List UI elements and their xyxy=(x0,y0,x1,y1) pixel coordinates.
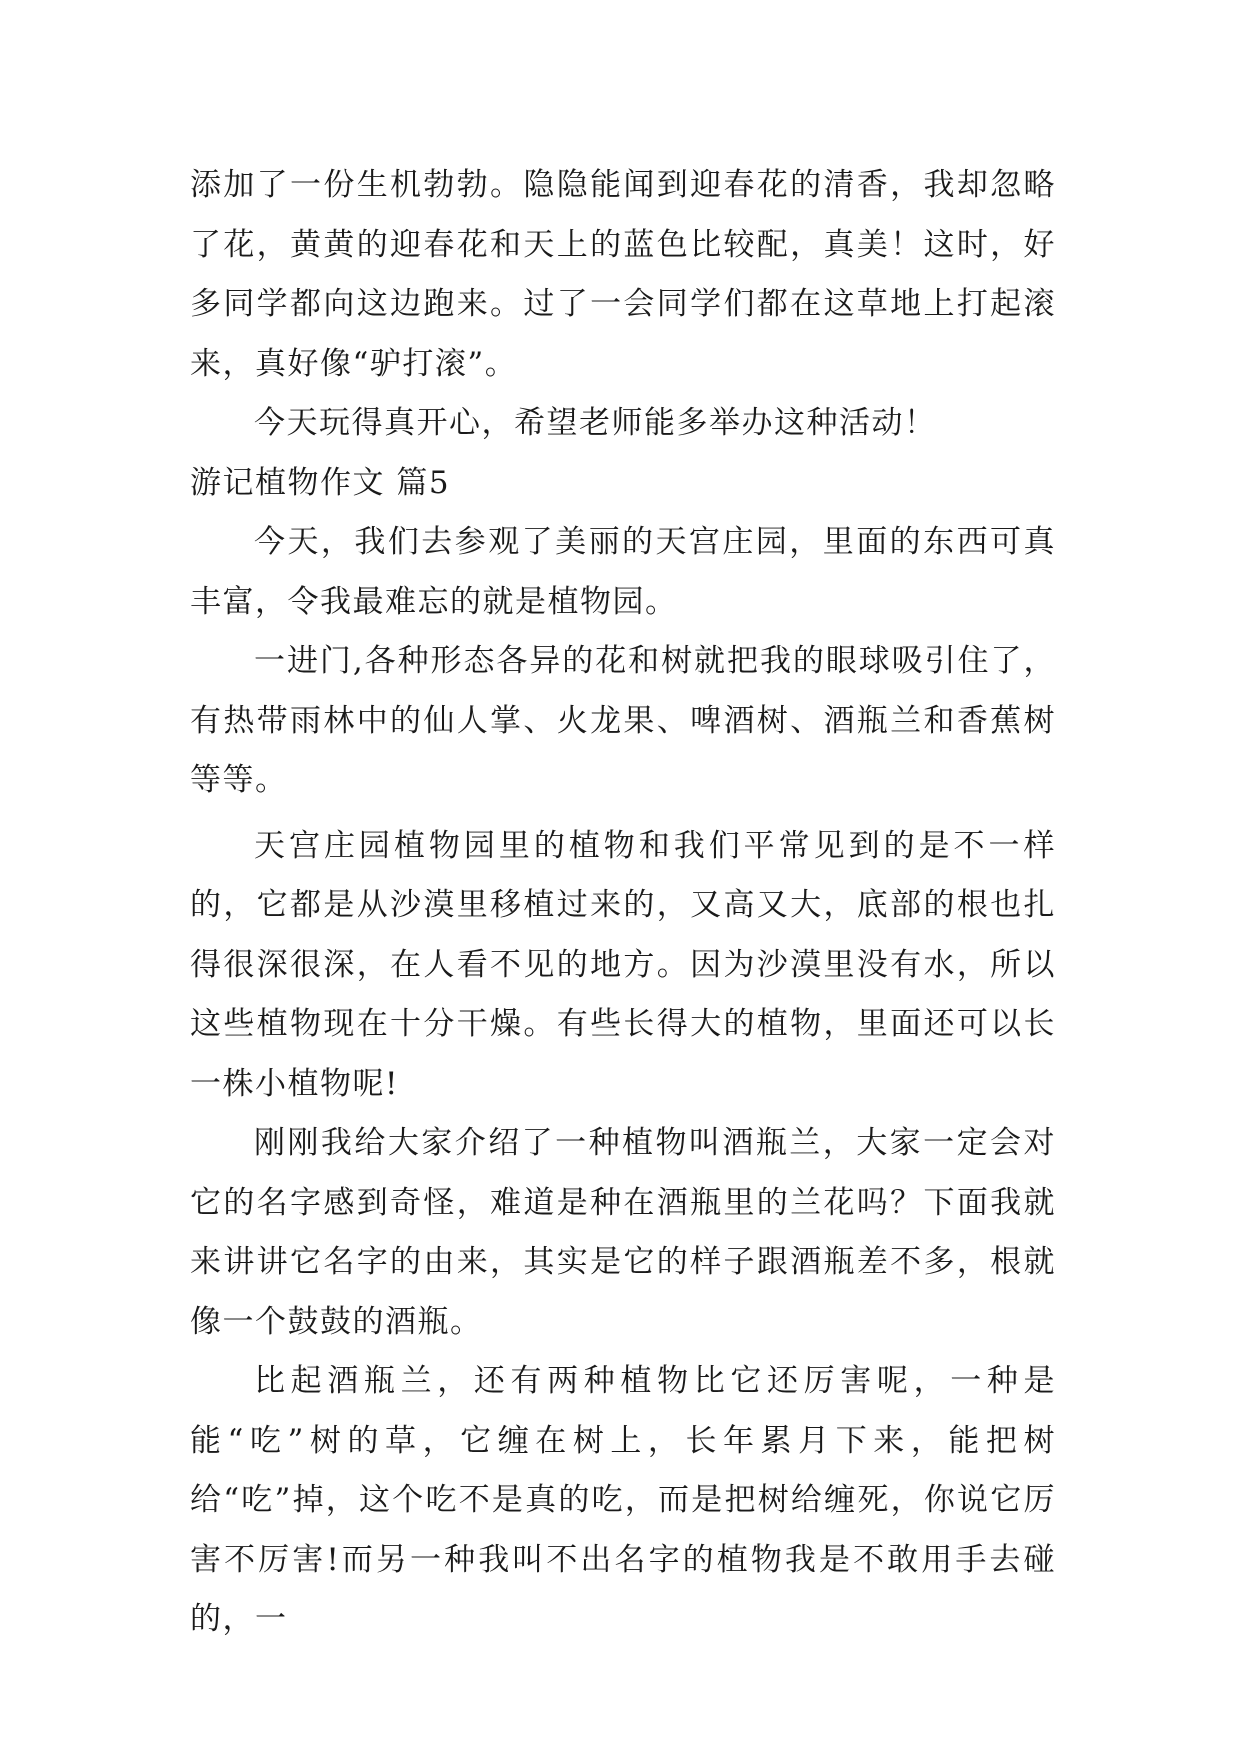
paragraph-4: 刚刚我给大家介绍了一种植物叫酒瓶兰，大家一定会对它的名字感到奇怪，难道是种在酒瓶里的兰花吗？下面我就来讲讲它名字的由来，其实是它的样子跟酒瓶差不多，根就像一个鼓鼓的酒瓶。 xyxy=(190,1125,1056,1340)
paragraph-continued: 添加了一份生机勃勃。隐隐能闻到迎春花的清香，我却忽略了花，黄黄的迎春花和天上的蓝色比较配，真美！这时，好多同学都向这边跑来。过了一会同学们都在这草地上打起滚来，真好像“驴打滚”。 xyxy=(190,167,1056,382)
paragraph-2: 一进门,各种形态各异的花和树就把我的眼球吸引住了，有热带雨林中的仙人掌、火龙果、啤酒树、酒瓶兰和香蕉树等等。 xyxy=(190,643,1056,798)
section-heading: 游记植物作文 篇5 xyxy=(190,464,451,501)
paragraph-3: 天宫庄园植物园里的植物和我们平常见到的是不一样的，它都是从沙漠里移植过来的，又高又大，底部的根也扎得很深很深，在人看不见的地方。因为沙漠里没有水，所以这些植物现在十分干燥。有些长得大的植物，里面还可以长一株小植物呢! xyxy=(190,827,1056,1102)
paragraph-1: 今天，我们去参观了美丽的天宫庄园，里面的东西可真丰富，令我最难忘的就是植物园。 xyxy=(190,524,1056,620)
document-page xyxy=(190,156,1056,1650)
paragraph-5: 比起酒瓶兰，还有两种植物比它还厉害呢，一种是能“吃”树的草，它缠在树上，长年累月下来，能把树给“吃”掉，这个吃不是真的吃，而是把树给缠死，你说它厉害不厉害!而另一种我叫不出名字的植物我是不敢用手去碰的，一 xyxy=(190,1363,1056,1637)
paragraph-closing: 今天玩得真开心，希望老师能多举办这种活动！ xyxy=(254,405,937,441)
